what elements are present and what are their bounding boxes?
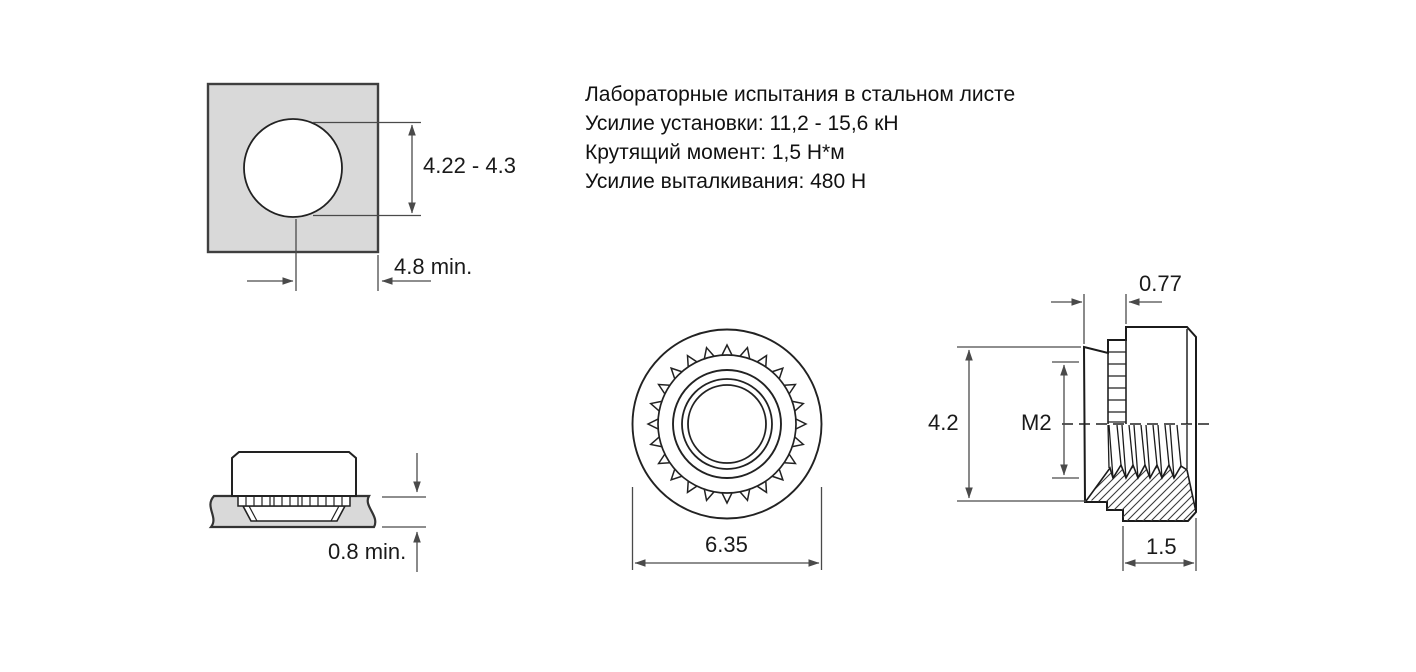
lab-results-title: Лабораторные испытания в стальном листе [585,83,1016,106]
shank-width-label: 1.5 [1146,534,1177,559]
pilot-height-label: 0.77 [1139,271,1182,296]
thread-size-label: M2 [1021,410,1052,435]
serration-strip [238,496,350,506]
clinch-displacer [243,506,345,521]
edge-distance-label: 4.8 min. [394,254,473,279]
serration-ring [648,345,806,503]
thread-size-dimension [1052,362,1079,478]
sheet-thickness-label: 0.8 min. [328,539,407,564]
flange-diameter-label: 6.35 [705,532,748,557]
installation-force-line: Усилие установки: 11,2 - 15,6 кН [585,112,899,135]
nut-section-view [957,294,1212,571]
body-height-label: 4.2 [928,410,959,435]
mounting-hole [244,119,342,217]
lab-test-results-block [585,80,1015,196]
hole-diameter-label: 4.22 - 4.3 [423,153,516,178]
torque-line: Крутящий момент: 1,5 Н*м [585,141,845,164]
pushout-force-line: Усилие выталкивания: 480 Н [585,170,867,193]
nut-body-side [232,452,356,496]
